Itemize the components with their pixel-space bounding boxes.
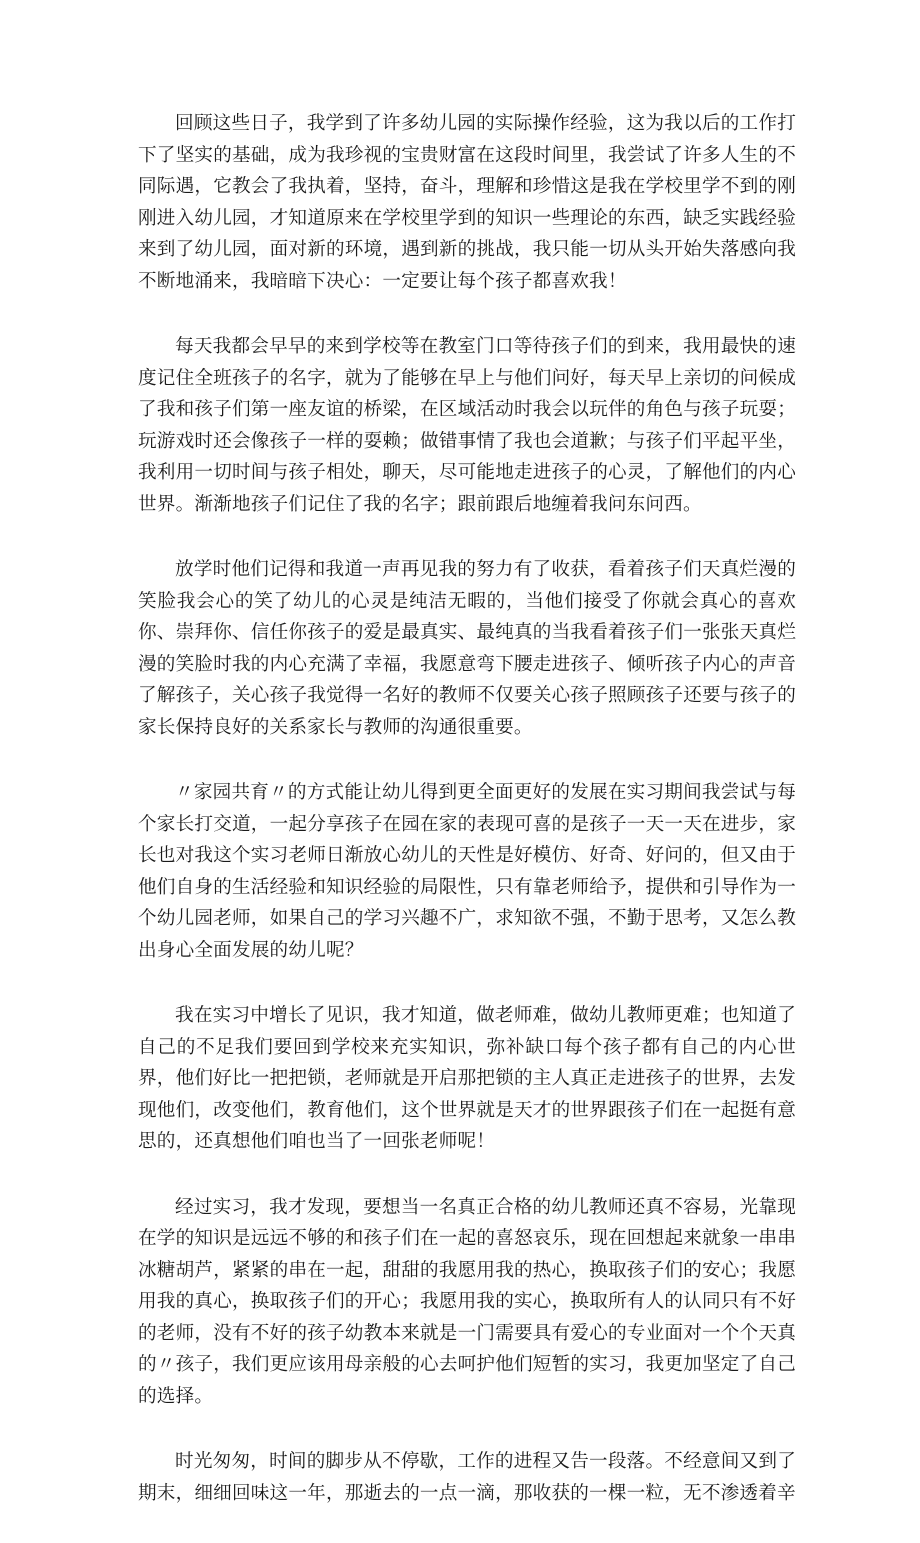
paragraph-1: 回顾这些日子，我学到了许多幼儿园的实际操作经验，这为我以后的工作打下了坚实的基础，成为我珍视的宝贵财富在这段时间里，我尝试了许多人生的不同际遇，它教会了我执着，坚持，奋斗，理解和珍惜这是我在学校里学不到的刚刚进入幼儿园，才知道原来在学校里学到的知识一些理论的东西，缺乏实践经验来到了幼儿园，面对新的环境，遇到新的挑战，我只能一切从头开始失落感向我不断地涌来，我暗暗下决心：一定要让每个孩子都喜欢我！ xyxy=(138,113,796,292)
paragraph-4: 〃家园共育〃的方式能让幼儿得到更全面更好的发展在实习期间我尝试与每个家长打交道，一起分享孩子在园在家的表现可喜的是孩子一天一天在进步，家长也对我这个实习老师日渐放心幼儿的天性是好模仿、好奇、好问的，但又由于他们自身的生活经验和知识经验的局限性，只有靠老师给予，提供和引导作为一个幼儿园老师，如果自己的学习兴趣不广，求知欲不强，不勤于思考，又怎么教出身心全面发展的幼儿呢？ xyxy=(138,782,796,961)
paragraph-3: 放学时他们记得和我道一声再见我的努力有了收获，看着孩子们天真烂漫的笑脸我会心的笑了幼儿的心灵是纯洁无暇的，当他们接受了你就会真心的喜欢你、崇拜你、信任你孩子的爱是最真实、最纯真的当我看着孩子们一张张天真烂漫的笑脸时我的内心充满了幸福，我愿意弯下腰走进孩子、倾听孩子内心的声音了解孩子，关心孩子我觉得一名好的教师不仅要关心孩子照顾孩子还要与孩子的家长保持良好的关系家长与教师的沟通很重要。 xyxy=(138,559,796,738)
document-body xyxy=(138,108,796,1543)
paragraph-7: 时光匆匆，时间的脚步从不停歇，工作的进程又告一段落。不经意间又到了期末，细细回味这一年，那逝去的一点一滴，那收获的一棵一粒，无不渗透着辛 xyxy=(138,1451,796,1504)
paragraph-5: 我在实习中增长了见识，我才知道，做老师难，做幼儿教师更难；也知道了自己的不足我们要回到学校来充实知识，弥补缺口每个孩子都有自己的内心世界，他们好比一把把锁，老师就是开启那把锁的主人真正走进孩子的世界，去发现他们，改变他们，教育他们，这个世界就是天才的世界跟孩子们在一起挺有意思的，还真想他们咱也当了一回张老师呢！ xyxy=(138,1005,796,1152)
paragraph-2: 每天我都会早早的来到学校等在教室门口等待孩子们的到来，我用最快的速度记住全班孩子的名字，就为了能够在早上与他们问好，每天早上亲切的问候成了我和孩子们第一座友谊的桥梁，在区域活动时我会以玩伴的角色与孩子玩耍；玩游戏时还会像孩子一样的耍赖；做错事情了我也会道歉；与孩子们平起平坐，我利用一切时间与孩子相处，聊天，尽可能地走进孩子的心灵，了解他们的内心世界。渐渐地孩子们记住了我的名字；跟前跟后地缠着我问东问西。 xyxy=(138,336,796,515)
paragraph-6: 经过实习，我才发现，要想当一名真正合格的幼儿教师还真不容易，光靠现在学的知识是远远不够的和孩子们在一起的喜怒哀乐，现在回想起来就象一串串冰糖胡芦，紧紧的串在一起，甜甜的我愿用我的热心，换取孩子们的安心；我愿用我的真心，换取孩子们的开心；我愿用我的实心，换取所有人的认同只有不好的老师，没有不好的孩子幼教本来就是一门需要具有爱心的专业面对一个个天真的〃孩子，我们更应该用母亲般的心去呵护他们短暂的实习，我更加坚定了自己的选择。 xyxy=(138,1196,796,1407)
